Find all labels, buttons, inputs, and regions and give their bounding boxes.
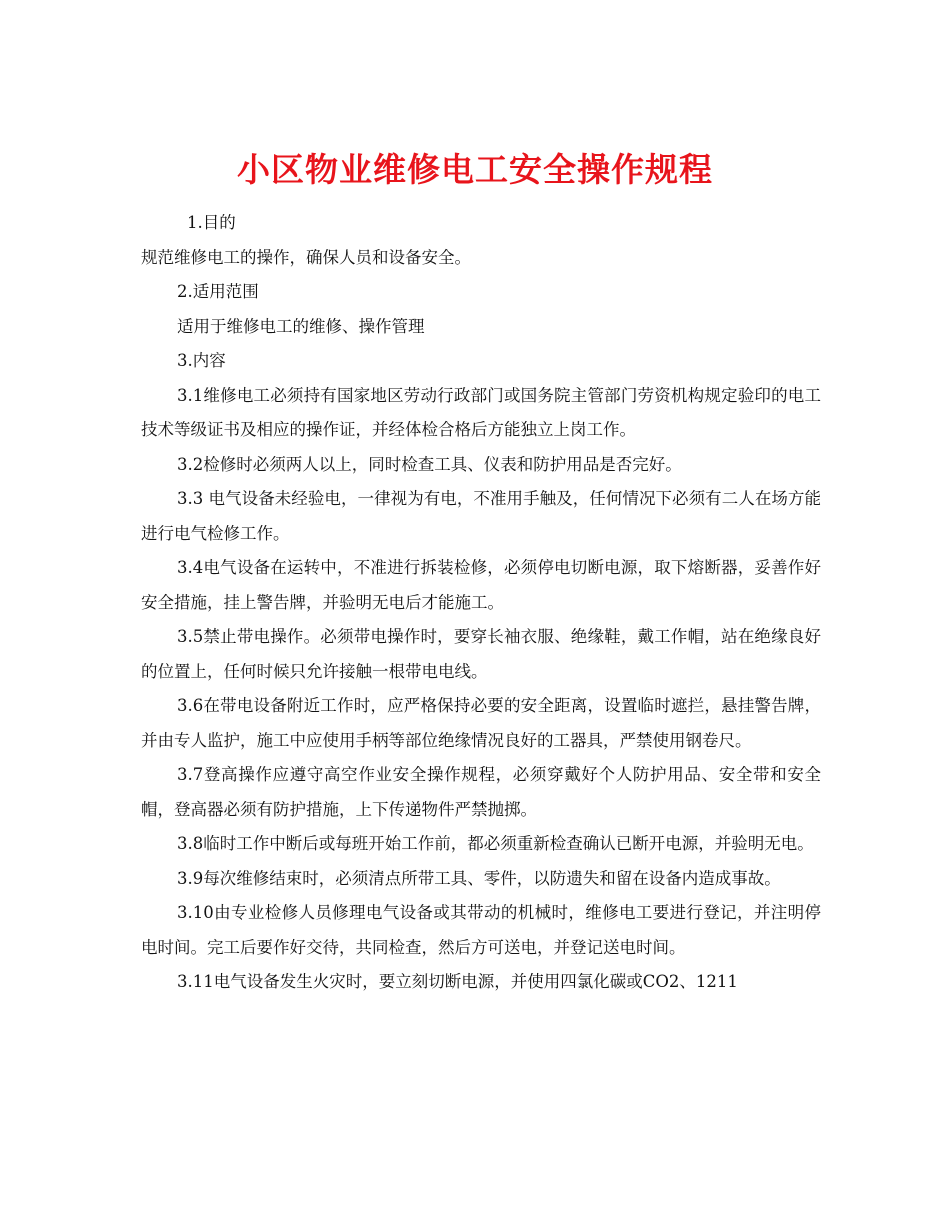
- document-title: 小区物业维修电工安全操作规程: [237, 150, 713, 190]
- rule-item: 3.2检修时必须两人以上，同时检查工具、仪表和防护用品是否完好。: [177, 454, 682, 474]
- rule-item: 3.7登高操作应遵守高空作业安全操作规程，必须穿戴好个人防护用品、安全带和安全帽，登高器必须有防护措施，上下传递物件严禁抛掷。: [141, 765, 821, 819]
- rule-item: 3.5禁止带电操作。必须带电操作时，要穿长袖衣服、绝缘鞋，戴工作帽，站在绝缘良好的位置上，任何时候只允许接触一根带电电线。: [141, 627, 821, 681]
- scope-text: 适用于维修电工的维修、操作管理: [177, 316, 425, 336]
- rule-item: 3.11电气设备发生火灾时，要立刻切断电源，并使用四氯化碳或CO2、1211: [177, 972, 738, 991]
- section-heading-purpose: 1.目的: [187, 213, 236, 232]
- rule-item: 3.6在带电设备附近工作时，应严格保持必要的安全距离，设置临时遮拦，悬挂警告牌，并由专人监护，施工中应使用手柄等部位绝缘情况良好的工器具，严禁使用钢卷尺。: [141, 696, 821, 750]
- document-body: [141, 206, 821, 1000]
- rule-item: 3.1维修电工必须持有国家地区劳动行政部门或国务院主管部门劳资机构规定验印的电工技术等级证书及相应的操作证，并经体检合格后方能独立上岗工作。: [141, 385, 821, 439]
- section-heading-content: 3.内容: [177, 351, 226, 370]
- rule-item: 3.8临时工作中断后或每班开始工作前，都必须重新检查确认已断开电源，并验明无电。: [177, 834, 814, 853]
- rule-item: 3.9每次维修结束时，必须清点所带工具、零件，以防遗失和留在设备内造成事故。: [177, 868, 781, 888]
- purpose-text: 规范维修电工的操作，确保人员和设备安全。: [141, 247, 471, 267]
- rule-item: 3.4电气设备在运转中，不准进行拆装检修，必须停电切断电源，取下熔断器，妥善作好安全措施，挂上警告牌，并验明无电后才能施工。: [141, 558, 821, 612]
- section-heading-scope: 2.适用范围: [177, 282, 259, 301]
- rule-item: 3.10由专业检修人员修理电气设备或其带动的机械时，维修电工要进行登记，并注明停电时间。完工后要作好交待，共同检查，然后方可送电，并登记送电时间。: [141, 903, 821, 957]
- rule-item: 3.3 电气设备未经验电，一律视为有电，不准用手触及，任何情况下必须有二人在场方能进行电气检修工作。: [141, 489, 821, 543]
